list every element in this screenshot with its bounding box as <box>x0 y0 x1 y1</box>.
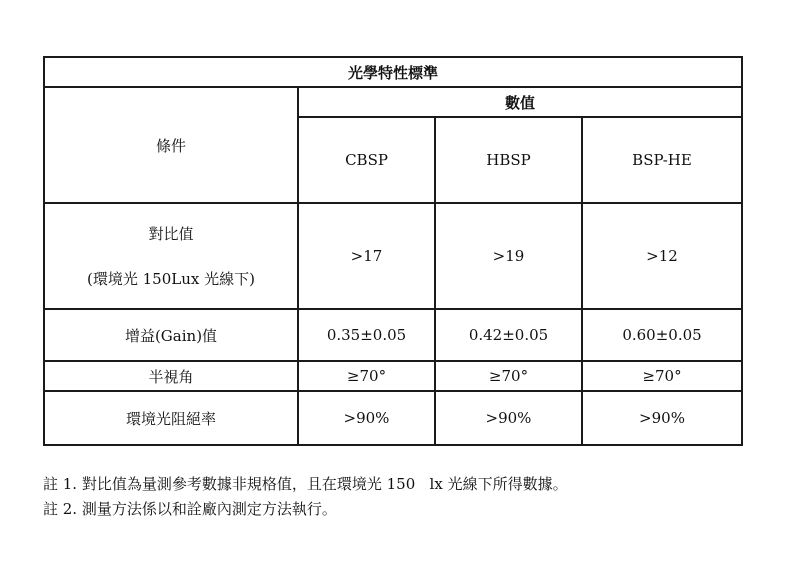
condition-header: 條件 <box>44 87 298 203</box>
row-label-half-view-angle: 半視角 <box>44 361 298 391</box>
table-row <box>44 391 742 445</box>
row-label-line: 對比值 <box>148 225 194 243</box>
table-cell: 0.35±0.05 <box>298 309 435 361</box>
table-cell: 0.42±0.05 <box>435 309 582 361</box>
table-cell: >19 <box>435 203 582 309</box>
table-row <box>44 361 742 391</box>
table-cell: >12 <box>582 203 742 309</box>
table-cell: >17 <box>298 203 435 309</box>
table-title: 光學特性標準 <box>44 57 742 87</box>
table-row <box>44 203 742 309</box>
value-header: 數值 <box>298 87 742 117</box>
column-header-cbsp: CBSP <box>298 117 435 203</box>
table-cell: ≥70° <box>298 361 435 391</box>
table-cell: ≥70° <box>435 361 582 391</box>
table-cell: >90% <box>435 391 582 445</box>
footnote-2: 註 2. 測量方法係以和詮廠內測定方法執行。 <box>43 500 337 518</box>
row-label-line: (環境光 150Lux 光線下) <box>87 270 255 288</box>
row-label-ambient-light-rejection: 環境光阻絕率 <box>44 391 298 445</box>
table-cell: 0.60±0.05 <box>582 309 742 361</box>
footnotes <box>43 472 568 522</box>
table-row <box>44 309 742 361</box>
column-header-bsp-he: BSP-HE <box>582 117 742 203</box>
column-header-hbsp: HBSP <box>435 117 582 203</box>
table-cell: ≥70° <box>582 361 742 391</box>
table-cell: >90% <box>298 391 435 445</box>
footnote-1: 註 1. 對比值為量測參考數據非規格值，且在環境光 150 lx 光線下所得數據。 <box>43 475 568 493</box>
row-label-gain: 增益(Gain)值 <box>44 309 298 361</box>
table-cell: >90% <box>582 391 742 445</box>
row-label-contrast <box>44 203 298 309</box>
optical-spec-table <box>43 56 743 446</box>
